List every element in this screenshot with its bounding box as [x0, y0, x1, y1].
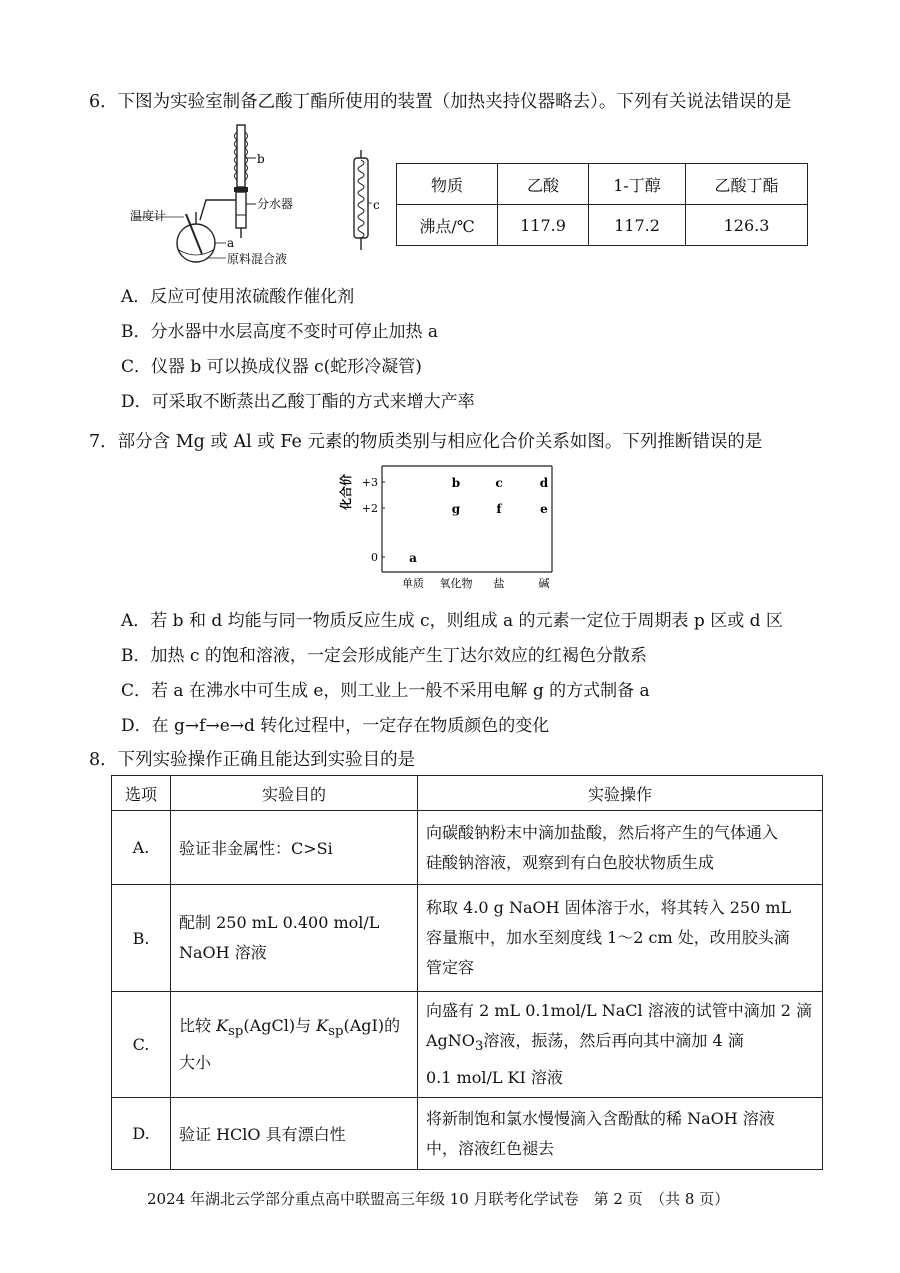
point-label-d: d	[539, 476, 549, 490]
operation-line: 管定容	[426, 958, 475, 977]
page-footer: 2024 年湖北云学部分重点高中联盟高三年级 10 月联考化学试卷 第 2 页 （共 8 页）	[147, 1190, 730, 1208]
text-fragment: sp	[328, 1024, 344, 1040]
table-row	[112, 811, 823, 885]
thermometer	[186, 214, 202, 254]
q6-stem: 6．下图为实验室制备乙酸丁酯所使用的装置（加热夹持仪器略去）。下列有关说法错误的是	[89, 92, 792, 112]
x-tick-label: 单质	[402, 577, 424, 590]
y-tick-label: 0	[371, 551, 378, 564]
label-mixture: 原料混合液	[227, 252, 288, 266]
text-fragment: AgNO	[426, 1031, 475, 1051]
point-label-f: f	[496, 502, 502, 516]
row-operation	[418, 1098, 823, 1170]
table-header-row	[112, 776, 823, 811]
row-option: B.	[112, 885, 171, 992]
text-fragment: 3	[474, 1039, 484, 1055]
q7-option-b: B．加热 c 的饱和溶液，一定会形成能产生丁达尔效应的红褐色分散系	[121, 646, 647, 666]
label-b: b	[257, 152, 265, 166]
row-goal	[171, 885, 418, 992]
flask-liquid	[179, 250, 213, 255]
operation-line: 硅酸钠溶液，观察到有白色胶状物质生成	[426, 852, 715, 872]
point-label-a: a	[409, 551, 417, 565]
text-fragment: (AgI)的	[343, 1016, 401, 1036]
row-option: A.	[112, 811, 171, 885]
table-cell: 117.2	[589, 205, 686, 246]
boiling-point-table	[396, 163, 808, 246]
goal-line: 大小	[179, 1052, 212, 1072]
text-fragment: K	[316, 1016, 329, 1036]
label-c: c	[373, 198, 380, 212]
operation-line: 向盛有 2 mL 0.1mol/L NaCl 溶液的试管中滴加 2 滴	[426, 1001, 813, 1021]
goal-line: 配制 250 mL 0.400 mol/L	[179, 913, 380, 932]
table-row	[112, 1098, 823, 1170]
table-row	[397, 205, 808, 246]
round-bottom-flask	[177, 224, 215, 262]
valence-chart	[338, 462, 568, 594]
point-label-g: g	[451, 502, 461, 516]
row-operation	[418, 811, 823, 885]
q7-stem: 7．部分含 Mg 或 Al 或 Fe 元素的物质类别与相应化合价关系如图。下列推断错误的是	[89, 432, 763, 452]
q6-option-d: D．可采取不断蒸出乙酸丁酯的方式来增大产率	[121, 392, 475, 412]
table-header: 实验目的	[171, 776, 418, 811]
row-goal	[171, 992, 418, 1098]
label-separator: 分水器	[257, 197, 294, 211]
table-row	[397, 164, 808, 205]
row-option: D.	[112, 1098, 171, 1170]
condenser-coil	[235, 132, 238, 180]
row-operation	[418, 992, 823, 1098]
row-operation	[418, 885, 823, 992]
table-cell: 乙酸丁酯	[686, 164, 808, 205]
operation-line: 称取 4.0 g NaOH 固体溶于水，将其转入 250 mL	[426, 898, 792, 917]
point-label-b: b	[451, 476, 461, 490]
q6-option-a: A．反应可使用浓硫酸作催化剂	[121, 287, 355, 307]
table-cell: 117.9	[498, 205, 589, 246]
label-thermometer: 温度计	[130, 209, 167, 223]
row-goal: 验证 HClO 具有漂白性	[171, 1098, 418, 1170]
text-fragment: K	[216, 1016, 229, 1036]
row-goal: 验证非金属性：C>Si	[171, 811, 418, 885]
coil-inner	[358, 160, 364, 238]
water-separator	[236, 192, 246, 228]
table-header: 选项	[112, 776, 171, 811]
table-row	[112, 885, 823, 992]
x-tick-label: 碱	[538, 577, 550, 590]
operation-line: 容量瓶中，加水至刻度线 1～2 cm 处，改用胶头滴	[426, 928, 790, 947]
label-a: a	[227, 236, 235, 250]
distillation-apparatus-figure	[126, 120, 316, 272]
table-header: 实验操作	[418, 776, 823, 811]
separator-stopper	[234, 187, 248, 192]
q6-option-c: C．仪器 b 可以换成仪器 c(蛇形冷凝管)	[121, 357, 422, 377]
text-fragment: (AgCl)与	[243, 1016, 317, 1036]
operation-line: 将新制饱和氯水慢慢滴入含酚酞的稀 NaOH 溶液	[426, 1108, 775, 1128]
y-tick-label: +3	[361, 476, 378, 489]
table-cell: 乙酸	[498, 164, 589, 205]
text-fragment: sp	[228, 1024, 244, 1040]
side-arm	[200, 200, 236, 220]
table-cell: 沸点/℃	[397, 205, 498, 246]
table-cell: 物质	[397, 164, 498, 205]
table-cell: 1-丁醇	[589, 164, 686, 205]
coil-condenser-figure	[346, 148, 386, 258]
text-fragment: 溶液，振荡，然后再向其中滴加 4 滴	[483, 1031, 744, 1051]
operation-line: 中，溶液红色褪去	[426, 1138, 555, 1158]
point-label-e: e	[540, 502, 548, 516]
point-label-c: c	[495, 476, 503, 490]
operation-line: 向碳酸钠粉末中滴加盐酸，然后将产生的气体通入	[426, 822, 779, 842]
q7-option-a: A．若 b 和 d 均能与同一物质反应生成 c，则组成 a 的元素一定位于周期表 p 区或 d 区	[121, 611, 783, 631]
q7-option-d: D．在 g→f→e→d 转化过程中，一定存在物质颜色的变化	[121, 716, 550, 736]
row-option: C.	[112, 992, 171, 1098]
text-fragment: 比较	[179, 1016, 217, 1036]
table-cell: 126.3	[686, 205, 808, 246]
table-row	[112, 992, 823, 1098]
goal-line: NaOH 溶液	[179, 943, 267, 962]
q6-option-b: B．分水器中水层高度不变时可停止加热 a	[121, 322, 439, 342]
experiment-table	[111, 775, 823, 1170]
x-tick-label: 盐	[493, 577, 505, 590]
q8-stem: 8．下列实验操作正确且能达到实验目的是	[89, 750, 416, 770]
q7-option-c: C．若 a 在沸水中可生成 e，则工业上一般不采用电解 g 的方式制备 a	[121, 681, 650, 701]
operation-line	[426, 1026, 814, 1062]
x-tick-label: 氧化物	[439, 577, 473, 590]
y-tick-label: +2	[361, 502, 378, 515]
condenser-coil-right	[245, 132, 248, 180]
y-axis-label: 化合价	[339, 473, 353, 511]
operation-line: 0.1 mol/L KI 溶液	[426, 1067, 563, 1087]
condenser-b-tube	[237, 125, 245, 187]
goal-line	[179, 1011, 409, 1047]
